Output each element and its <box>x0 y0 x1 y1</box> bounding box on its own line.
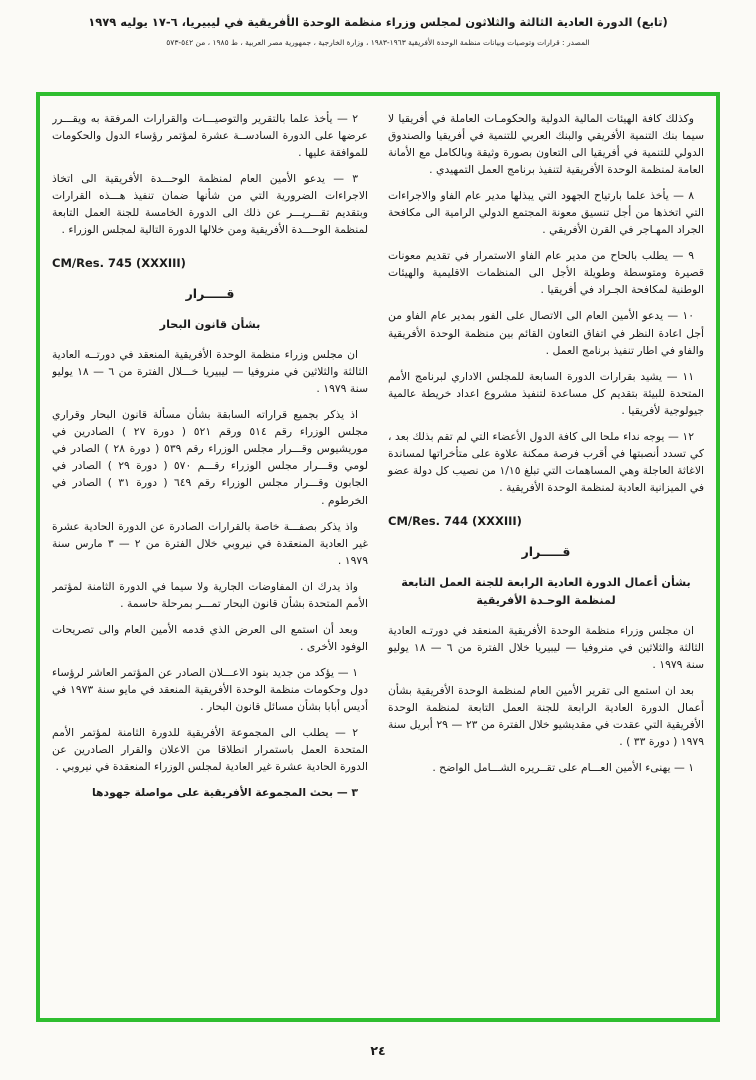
resolution-subject: بشأن أعمال الدورة العادية الرابعة للجنة العمل التابعة لمنظمة الوحـدة الأفريقية <box>401 575 691 607</box>
column-left <box>52 110 368 1008</box>
paragraph: ٢ — يأخذ علما بالتقرير والتوصيـــات والقرارات المرفقة به ويقـــرر عرضها على الدورة السادســة عشرة لمؤتمر رؤساء الدول والحكومات للموافقة عليها . <box>52 112 368 160</box>
paragraph: واذ يذكر بصفـــة خاصة بالقرارات الصادرة عن الدورة الحادية عشرة غير العادية المنعقدة في نيروبي خلال الفترة من ٢ — ٣ مارس سنة ١٩٧٩ . <box>52 519 368 567</box>
paragraph: ١ — يهنىء الأمين العـــام على تقــريره الشـــامل الواضح . <box>432 761 694 775</box>
column-right <box>388 110 704 1008</box>
resolution-subject: بشأن قانون البحار <box>159 318 261 332</box>
paragraph: ان مجلس وزراء منظمة الوحدة الأفريقية المنعقد في دورتــه العادية الثالثة والثلاثين في منروفيا — ليبيريا خـــلال الفترة من ٦ — ١٨ يوليو سنة ١٩٧٩ . <box>52 348 368 396</box>
paragraph: ١٠ — يدعو الأمين العام الى الاتصال على الفور بمدير عام الفاو من أجل اعادة النظر في اتفاق التعاون القائم بين منظمة الوحدة الأفريقية والفاو في اطار تنفيذ برنامج العمل . <box>388 309 704 357</box>
resolution-code: CM/Res. 745 (XXXIII) <box>52 256 186 271</box>
resolution-title: قـــــرار <box>521 544 571 560</box>
page-number: ٢٤ <box>370 1043 386 1058</box>
paragraph: وكذلك كافة الهيئات المالية الدولية والحكومـات العاملة في أفريقيا لا سيما بنك التنمية الأفريقي والبنك العربي للتنمية في أفريقيا والصندوق الدولي للتنمية في أفريقيا الى التعاون بصورة وثيقة وبالكامل مع الأمانة العامة لمنظمة الوحدة الأفريقية لتنفيذ برنامج العمل التمهيدي . <box>388 112 704 177</box>
paragraph: ١١ — يشيد بقرارات الدورة السابعة للمجلس الاداري لبرنامج الأمم المتحدة للبيئة بتقديم كل مساعدة لتنفيذ مشروع اعداد خريطة عالمية جيولوجية لأفريقيا . <box>388 369 704 417</box>
paragraph: ٩ — يطلب بالحاح من مدير عام الفاو الاستمرار في تقديم معونات قصيرة ومتوسطة وطويلة الأجل الى المنظمات الاقليمية والهيئات الوطنية لمكافحة الجـراد في أفريقيا . <box>388 249 704 297</box>
resolution-code: CM/Res. 744 (XXXIII) <box>388 513 522 528</box>
header-title: (تابع) الدورة العادية الثالثة والثلاثون لمجلس وزراء منظمة الوحدة الأفريقية في ليبيريا، ٦-١٧ يوليه ١٩٧٩ <box>88 15 668 29</box>
paragraph: ٢ — يطلب الى المجموعة الأفريقية للدورة الثامنة لمؤتمر الأمم المتحدة العمل باستمرار انطلاقا من الاعلان والقرار الصادرين عن الدورة الحادية عشرة غير العادية لمجلس الوزراء المنعقدة في نيروبي . <box>52 726 368 774</box>
resolution-title: قـــــرار <box>185 286 235 302</box>
page-header <box>30 14 726 47</box>
paragraph: بعد ان استمع الى تقرير الأمين العام لمنظمة الوحدة الأفريقية بشأن أعمال الدورة العادية الرابعة للجنة العمل التابعة لمنظمة الوحدة الأفريقية التي عقدت في مقديشيو خلال الفترة من ٢٣ — ٢٩ أبريل سنة ١٩٧٩ ( دورة ٣٣ ) . <box>388 683 704 748</box>
paragraph: وبعد أن استمع الى العرض الذي قدمه الأمين العام والى تصريحات الوفود الأخرى . <box>52 622 368 653</box>
paragraph: ١٢ — يوجه نداء ملحا الى كافة الدول الأعضاء التي لم تقم بذلك بعد ، كي تسدد أنصبتها في أقرب فرصة ممكنة علاوة على متأخراتها لمساندة الاغاثة العاجلة وهي المساهمات التي تبلغ ١/١٥ من نصيب كل دولة عضو في الميزانية العادية لمنظمة الوحدة الأفريقية . <box>388 429 704 494</box>
paragraph: ٣ — بحث المجموعة الأفريقية على مواصلة جهودها <box>92 786 358 800</box>
paragraph: ٣ — يدعو الأمين العام لمنظمة الوحـــدة الأفريقية الى اتخاذ الاجراءات الضرورية التي من شأنها ضمان تنفيذ هـــذه القرارات وبتقديم تقـــريـــر عن ذلك الى الدورة الخامسة للجنة العمل التابعة لمنظمة الوحـــدة الأفريقية ومن خلالها الدورة التالية لمجلس الوزراء . <box>52 172 368 237</box>
header-source-line: المصدر : قرارات وتوصيات وبيانات منظمة الوحدة الأفريقية ١٩٦٣-١٩٨٣ ، وزارة الخارجية ، جمهورية مصر العربية ، ط ١٩٨٥ ، من ٥٤٢-٥٧٣ <box>166 38 590 48</box>
paragraph: اذ يذكر بجميع قراراته السابقة بشأن مسألة قانون البحار وقراري مجلس الوزراء رقم ٥١٤ ورقم ٥٢١ ( دورة ٢٧ ) الصادرين في موريشيوس وقـــرار مجلس الوزراء رقم ٥٣٩ ( دورة ٢٨ ) الصادر في لومي وقـــرار مجلس الوزراء رقـــم ٥٧٠ ( دورة ٢٩ ) الصادر في الجابون وقـــرار مجلس الوزراء رقم ٦٤٩ ( دورة ٣١ ) الصادر في الخرطوم . <box>52 408 369 507</box>
paragraph: واذ يدرك ان المفاوضات الجارية ولا سيما في الدورة الثامنة لمؤتمر الأمم المتحدة بشأن قانون البحار تمـــر بمرحلة حاسمة . <box>52 579 368 610</box>
paragraph: ٨ — يأخذ علما بارتياح الجهود التي يبذلها مدير عام الفاو والاجراءات التي اتخذها من أجل تنسيق معونة المجتمع الدولي الرامية الى مكافحة الجراد المهـاجر في القرن الأفريقي . <box>388 189 704 237</box>
green-frame <box>36 92 720 1022</box>
paragraph: ١ — يؤكد من جديد بنود الاعـــلان الصادر عن المؤتمر العاشر لرؤساء دول وحكومات منظمة الوحدة الأفريقية المنعقد في مايو سنة ١٩٧٣ في أديس أبابا بشأن مسائل قانون البحار . <box>52 665 368 713</box>
text-columns <box>52 110 704 1008</box>
paragraph: ان مجلس وزراء منظمة الوحدة الأفريقية المنعقد في دورتـه العادية الثالثة والثلاثين في منروفيا — ليبيريا خلال الفترة من ٦ — ١٨ يوليو سنة ١٩٧٩ . <box>388 623 704 671</box>
